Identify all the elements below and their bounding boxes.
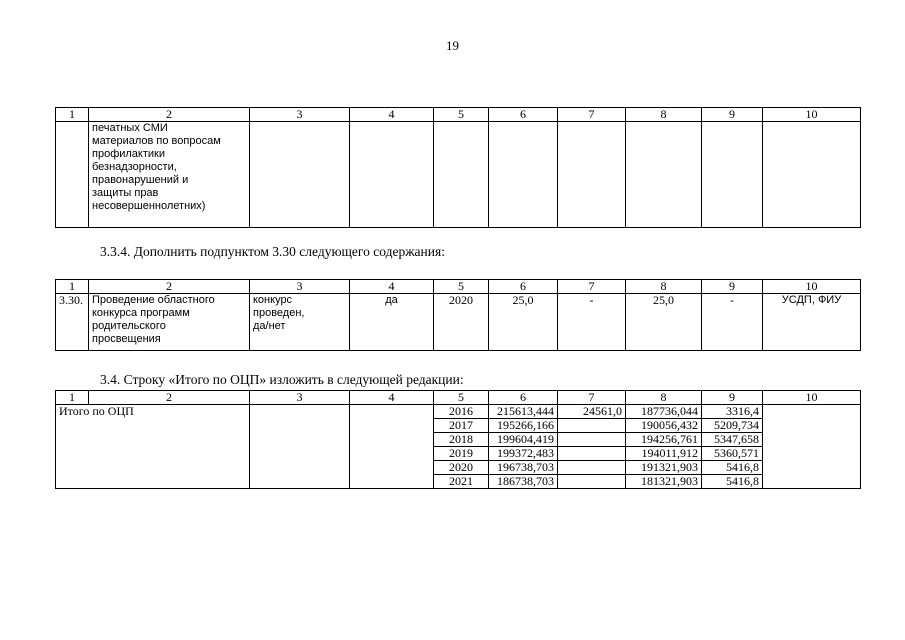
column-number-row: [56, 108, 861, 122]
col-number: 2: [89, 280, 250, 294]
total-col6: 199604,419: [489, 433, 558, 447]
row-total: 25,0: [489, 294, 558, 351]
total-year: 2019: [434, 447, 489, 461]
page-number: 19: [446, 38, 459, 53]
table-row: [56, 122, 861, 228]
col-number: 6: [489, 391, 558, 405]
total-year: 2017: [434, 419, 489, 433]
col-number: 6: [489, 280, 558, 294]
row-col8: 25,0: [626, 294, 702, 351]
total-col9: 5416,8: [702, 461, 763, 475]
total-col6: 186738,703: [489, 475, 558, 489]
row-description: печатных СМИ материалов по вопросам профилактики безнадзорности, правонарушений и защиты прав несовершеннолетних): [92, 122, 221, 212]
row-indicator: конкурс проведен, да/нет: [253, 294, 305, 332]
total-col7: [558, 419, 626, 433]
total-col7: [558, 433, 626, 447]
table-subitem-3-30: [55, 279, 861, 351]
row-col7: -: [558, 294, 626, 351]
total-col8: 190056,432: [626, 419, 702, 433]
total-col9: 5209,734: [702, 419, 763, 433]
column-number-row: [56, 280, 861, 294]
col-number: 7: [558, 280, 626, 294]
col-number: 8: [626, 391, 702, 405]
col-number: 9: [702, 280, 763, 294]
table-continuation: [55, 107, 861, 228]
table-row: [56, 294, 861, 351]
col-number: 3: [250, 391, 350, 405]
col-number: 4: [350, 391, 434, 405]
col-number: 6: [489, 108, 558, 122]
row-name: Проведение областного конкурса программ родительского просвещения: [92, 294, 215, 345]
total-year: 2021: [434, 475, 489, 489]
col-number: 2: [89, 108, 250, 122]
col-number: 1: [56, 280, 89, 294]
total-year: 2018: [434, 433, 489, 447]
col-number: 1: [56, 391, 89, 405]
col-number: 8: [626, 280, 702, 294]
col-number: 8: [626, 108, 702, 122]
table-row: [56, 405, 861, 419]
total-col6: 196738,703: [489, 461, 558, 475]
row-year: 2020: [434, 294, 489, 351]
col-number: 2: [89, 391, 250, 405]
section-heading: 3.3.4. Дополнить подпунктом 3.30 следующего содержания:: [100, 244, 445, 259]
total-col8: 194011,912: [626, 447, 702, 461]
col-number: 10: [763, 108, 861, 122]
col-number: 4: [350, 280, 434, 294]
col-number: 3: [250, 108, 350, 122]
row-number: 3.30.: [56, 294, 89, 351]
total-col8: 187736,044: [626, 405, 702, 419]
total-col9: 5360,571: [702, 447, 763, 461]
col-number: 9: [702, 108, 763, 122]
total-col8: 191321,903: [626, 461, 702, 475]
total-col7: [558, 447, 626, 461]
row-executor: УСДП, ФИУ: [763, 294, 861, 351]
total-col7: 24561,0: [558, 405, 626, 419]
row-value: да: [350, 294, 434, 351]
section-heading: 3.4. Строку «Итого по ОЦП» изложить в следующей редакции:: [100, 372, 464, 387]
total-col7: [558, 461, 626, 475]
col-number: 5: [434, 108, 489, 122]
total-col6: 215613,444: [489, 405, 558, 419]
col-number: 7: [558, 391, 626, 405]
total-col8: 194256,761: [626, 433, 702, 447]
total-col7: [558, 475, 626, 489]
col-number: 3: [250, 280, 350, 294]
row-col9: -: [702, 294, 763, 351]
column-number-row: [56, 391, 861, 405]
total-label: Итого по ОЦП: [56, 405, 250, 489]
total-col6: 195266,166: [489, 419, 558, 433]
col-number: 7: [558, 108, 626, 122]
col-number: 10: [763, 391, 861, 405]
table-total-ocp: [55, 390, 861, 489]
col-number: 5: [434, 280, 489, 294]
total-year: 2016: [434, 405, 489, 419]
col-number: 5: [434, 391, 489, 405]
total-col9: 5416,8: [702, 475, 763, 489]
total-col9: 3316,4: [702, 405, 763, 419]
total-col9: 5347,658: [702, 433, 763, 447]
col-number: 4: [350, 108, 434, 122]
total-col6: 199372,483: [489, 447, 558, 461]
col-number: 10: [763, 280, 861, 294]
col-number: 9: [702, 391, 763, 405]
col-number: 1: [56, 108, 89, 122]
total-year: 2020: [434, 461, 489, 475]
total-col8: 181321,903: [626, 475, 702, 489]
